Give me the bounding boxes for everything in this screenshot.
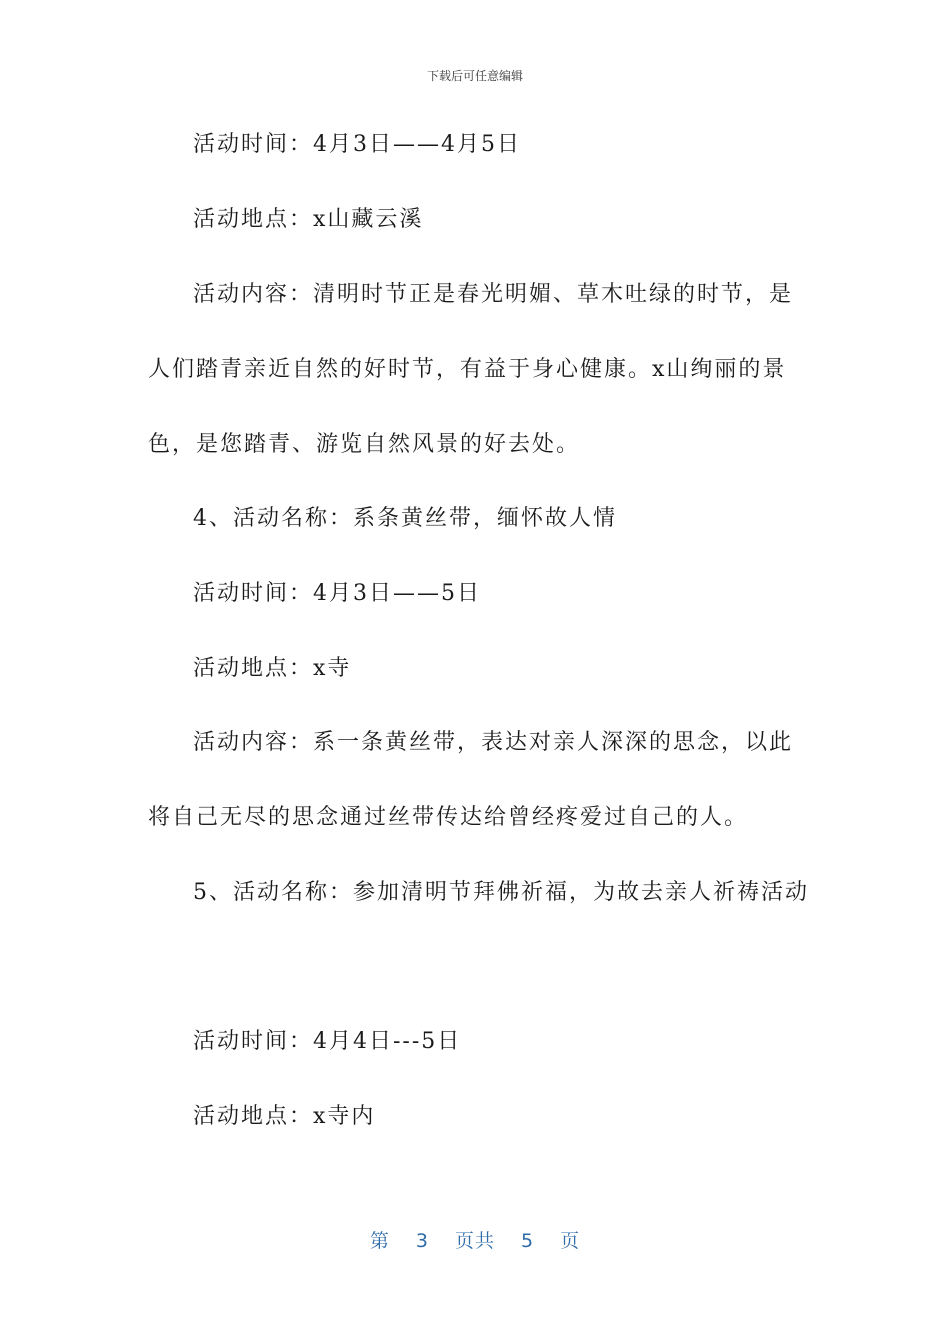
page-footer	[0, 1226, 950, 1253]
paragraph-line: 5、活动名称：参加清明节拜佛祈福，为故去亲人祈祷活动	[193, 880, 809, 905]
paragraph-line: 4、活动名称：系条黄丝带，缅怀故人情	[193, 506, 617, 531]
paragraph-line: 色，是您踏青、游览自然风景的好去处。	[148, 432, 581, 457]
paragraph-line: 活动时间：4月3日——4月5日	[193, 132, 521, 157]
paragraph-line: 活动内容：系一条黄丝带，表达对亲人深深的思念，以此	[193, 730, 794, 755]
paragraph-line: 活动地点：x山藏云溪	[193, 207, 424, 232]
footer-total-pages: 5	[521, 1230, 535, 1252]
footer-page-prefix: 第	[369, 1230, 390, 1252]
paragraph-line: 将自己无尽的思念通过丝带传达给曾经疼爱过自己的人。	[148, 805, 749, 830]
footer-page-suffix: 页	[560, 1230, 581, 1252]
footer-page-mid: 页共	[454, 1230, 495, 1252]
paragraph-line: 活动地点：x寺	[193, 656, 352, 681]
paragraph-line: 活动内容：清明时节正是春光明媚、草木吐绿的时节，是	[193, 282, 794, 307]
page-header-note: 下载后可任意编辑	[426, 69, 523, 83]
footer-current-page: 3	[415, 1230, 429, 1252]
paragraph-line: 活动时间：4月4日---5日	[193, 1029, 462, 1054]
paragraph-line: 人们踏青亲近自然的好时节，有益于身心健康。x山绚丽的景	[148, 357, 787, 382]
paragraph-line: 活动地点：x寺内	[193, 1104, 376, 1129]
paragraph-line: 活动时间：4月3日——5日	[193, 581, 481, 606]
